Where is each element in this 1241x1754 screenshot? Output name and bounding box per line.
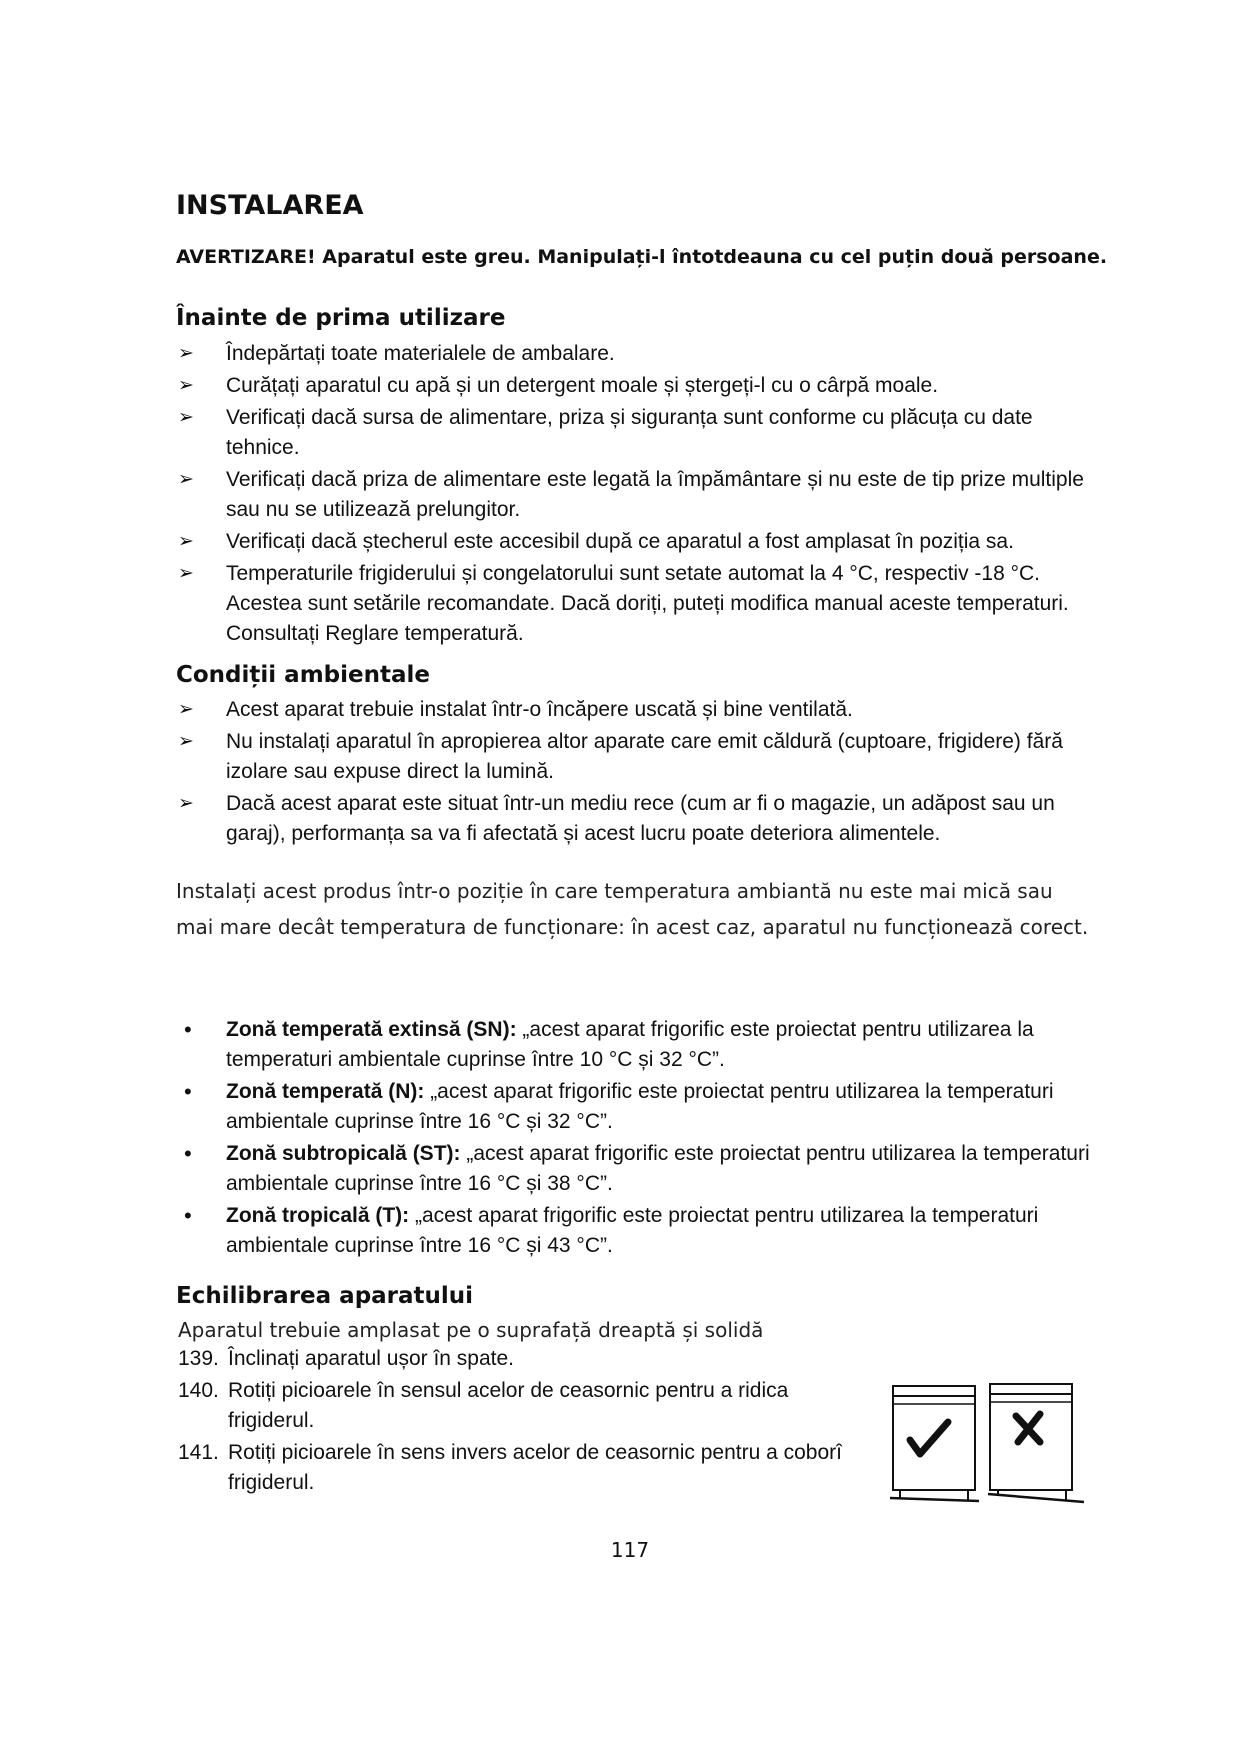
heading-leveling: Echilibrarea aparatului [176, 1283, 474, 1309]
leveling-intro: Aparatul trebuie amplasat pe o suprafață dreaptă și solidă [178, 1318, 764, 1342]
list-item: • Zonă subtropicală (ST): „acest aparat frigorific este proiectat pentru utilizarea la temperaturi ambientale cuprinse între 16 °C și 38 °C”. [184, 1141, 1090, 1195]
leveling-steps [178, 1344, 878, 1500]
page-title: INSTALAREA [176, 190, 364, 221]
fridge-correct [890, 1386, 979, 1501]
list-item: • Zonă temperată extinsă (SN): „acest aparat frigorific este proiectat pentru utilizarea la temperaturi ambientale cuprinse între 10 °C și 32 °C”. [184, 1017, 1034, 1071]
arrow-bullet-icon: ➢ [178, 343, 194, 364]
page-number: 117 [610, 1538, 650, 1562]
list-item: ➢ Temperaturile frigiderului și congelatorului sunt setate automat la 4 °C, respectiv -18 °C. Acestea sunt setările recomandate. Dacă doriți, puteți modifica manual aceste temperaturi. Consultați Reglare temperatură. [176, 559, 1096, 649]
list-item: ➢ Verificați dacă ștecherul este accesibil după ce aparatul a fost amplasat în poziția sa. [176, 527, 1096, 557]
dot-bullet-icon: • [184, 1017, 192, 1042]
ambient-paragraph: Instalați acest produs într-o poziție în care temperatura ambiantă nu este mai mică sau mai mare decât temperatura de funcționare: în acest caz, aparatul nu funcționează corect. [176, 879, 1089, 939]
heading-ambient-conditions: Condiții ambientale [176, 662, 430, 688]
step-item: 140. Rotiți picioarele în sensul acelor de ceasornic pentru a ridica frigiderul. [178, 1379, 789, 1432]
arrow-bullet-icon: ➢ [178, 731, 194, 752]
fridge-incorrect [988, 1384, 1084, 1502]
arrow-bullet-icon: ➢ [178, 793, 194, 814]
leveling-illustration [888, 1382, 1088, 1512]
ambient-conditions-list [176, 695, 1096, 851]
arrow-bullet-icon: ➢ [178, 407, 194, 428]
list-item: • Zonă temperată (N): „acest aparat frigorific este proiectat pentru utilizarea la temperaturi ambientale cuprinse între 16 °C și 32 °C”. [184, 1079, 1054, 1133]
step-item: 139. Înclinați aparatul ușor în spate. [178, 1347, 515, 1370]
list-item: ➢ Verificați dacă priza de alimentare este legată la împământare și nu este de tip prize multiple sau nu se utilizează prelungitor. [176, 465, 1096, 525]
list-item: ➢ Curățați aparatul cu apă și un detergent moale și ștergeți-l cu o cârpă moale. [176, 371, 1096, 401]
dot-bullet-icon: • [184, 1203, 192, 1228]
arrow-bullet-icon: ➢ [178, 563, 194, 584]
arrow-bullet-icon: ➢ [178, 699, 194, 720]
list-item: ➢ Nu instalați aparatul în apropierea altor aparate care emit căldură (cuptoare, frigidere) fără izolare sau expuse direct la lumină. [176, 727, 1096, 787]
arrow-bullet-icon: ➢ [178, 469, 194, 490]
list-item: • Zonă tropicală (T): „acest aparat frigorific este proiectat pentru utilizarea la temperaturi ambientale cuprinse între 16 °C și 43 °C”. [184, 1203, 1039, 1257]
step-item: 141. Rotiți picioarele în sens invers acelor de ceasornic pentru a coborî frigiderul. [178, 1441, 842, 1494]
arrow-bullet-icon: ➢ [178, 375, 194, 396]
list-item: ➢ Îndepărtați toate materialele de ambalare. [176, 339, 1096, 369]
arrow-bullet-icon: ➢ [178, 531, 194, 552]
list-item: ➢ Dacă acest aparat este situat într-un mediu rece (cum ar fi o magazie, un adăpost sau un garaj), performanța sa va fi afectată și acest lucru poate deteriora alimentele. [176, 789, 1096, 849]
before-first-use-list [176, 339, 1096, 651]
list-item: ➢ Acest aparat trebuie instalat într-o încăpere uscată și bine ventilată. [176, 695, 1096, 725]
dot-bullet-icon: • [184, 1141, 192, 1166]
warning-text: AVERTIZARE! Aparatul este greu. Manipulați-l întotdeauna cu cel puțin două persoane. [176, 246, 1108, 268]
climate-zones-list [176, 1015, 1096, 1263]
heading-before-first-use: Înainte de prima utilizare [176, 305, 506, 331]
dot-bullet-icon: • [184, 1079, 192, 1104]
list-item: ➢ Verificați dacă sursa de alimentare, priza și siguranța sunt conforme cu plăcuța cu date tehnice. [176, 403, 1096, 463]
